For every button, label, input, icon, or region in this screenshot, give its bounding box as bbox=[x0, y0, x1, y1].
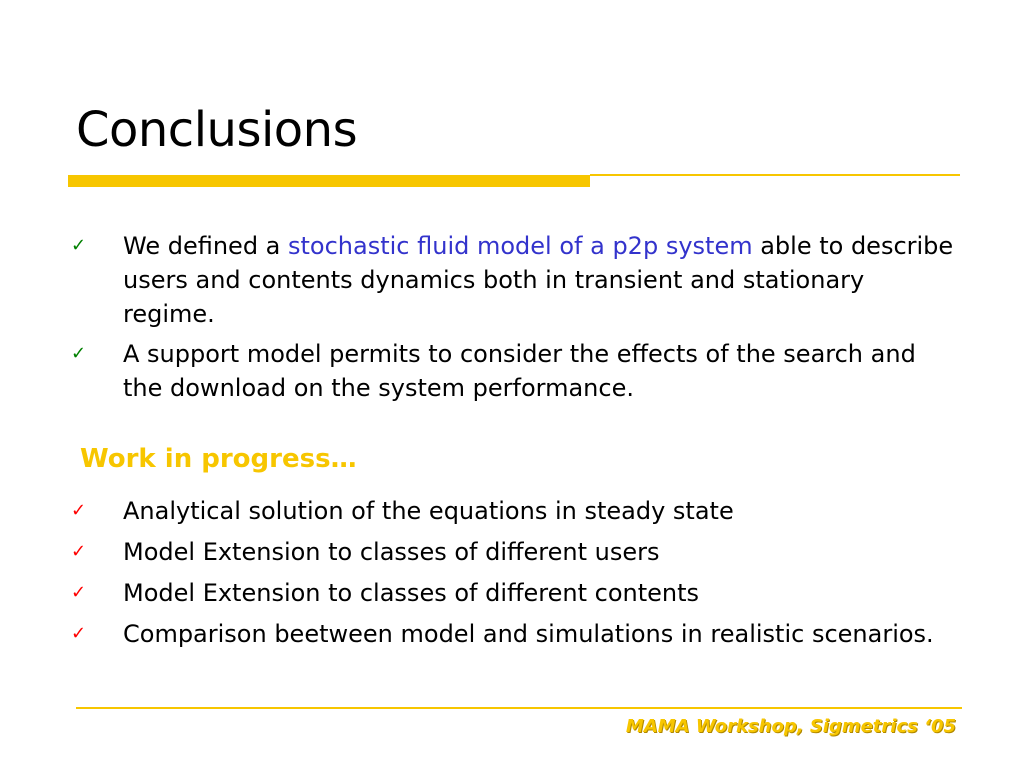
footer-rule bbox=[76, 707, 962, 709]
bullet-text: Model Extension to classes of different users bbox=[123, 538, 660, 566]
checkmark-icon: ✓ bbox=[71, 343, 87, 364]
list-item bbox=[68, 617, 960, 651]
conclusions-list bbox=[68, 229, 960, 411]
bullet-text-suffix: able to describe users and contents dynamics both in transient and stationary regime. bbox=[123, 232, 954, 328]
checkmark-icon: ✓ bbox=[71, 235, 87, 256]
section-heading: Work in progress… bbox=[80, 444, 357, 474]
checkmark-icon: ✓ bbox=[71, 500, 87, 521]
list-item bbox=[68, 229, 960, 331]
bullet-text-prefix: We defined a bbox=[123, 232, 289, 260]
work-in-progress-list bbox=[68, 494, 960, 658]
list-item bbox=[68, 576, 960, 610]
title-underline-thin bbox=[590, 174, 960, 176]
checkmark-icon: ✓ bbox=[71, 623, 87, 644]
bullet-text: Model Extension to classes of different contents bbox=[123, 579, 700, 607]
checkmark-icon: ✓ bbox=[71, 541, 87, 562]
list-item bbox=[68, 494, 960, 528]
slide-title: Conclusions bbox=[76, 102, 358, 158]
checkmark-icon: ✓ bbox=[71, 582, 87, 603]
list-item bbox=[68, 337, 960, 405]
footer-text: MAMA Workshop, Sigmetrics ‘05 bbox=[625, 716, 956, 737]
title-underline-thick bbox=[68, 175, 590, 187]
bullet-highlight: stochastic fluid model of a p2p system bbox=[288, 232, 753, 260]
bullet-text: Comparison beetween model and simulations in realistic scenarios. bbox=[123, 620, 934, 648]
bullet-text: Analytical solution of the equations in steady state bbox=[123, 497, 734, 525]
list-item bbox=[68, 535, 960, 569]
bullet-text: A support model permits to consider the effects of the search and the download on the system performance. bbox=[123, 340, 916, 402]
